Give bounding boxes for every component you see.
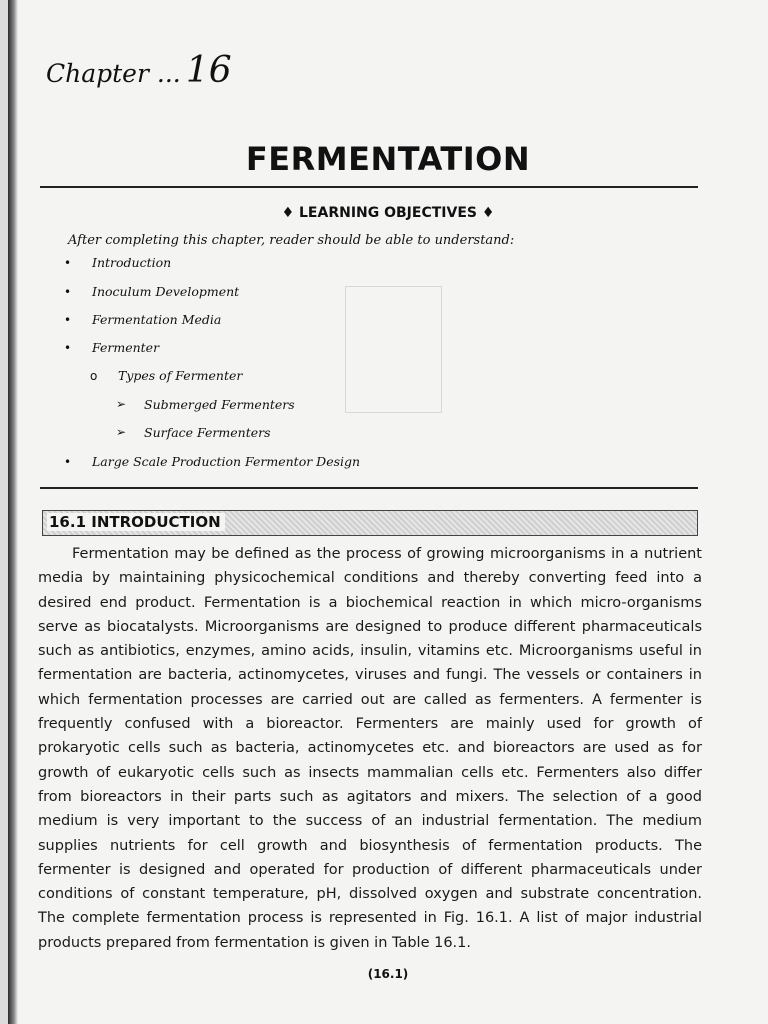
list-arrow-bullet: ➢ xyxy=(116,425,127,439)
chapter-number: 16 xyxy=(185,50,232,91)
page-title: FERMENTATION xyxy=(245,140,531,178)
book-page xyxy=(8,0,768,1024)
objective-surface: Surface Fermenters xyxy=(144,425,271,440)
objective-large-scale: Large Scale Production Fermentor Design xyxy=(92,454,361,469)
chapter-label xyxy=(46,50,232,91)
objective-introduction: Introduction xyxy=(92,255,172,270)
list-bullet: • xyxy=(64,313,72,327)
list-bullet: • xyxy=(64,285,72,299)
learning-objectives-heading: ♦ LEARNING OBJECTIVES ♦ xyxy=(281,205,495,221)
introduction-paragraph: Fermentation may be defined as the process of growing microorganisms in a nutrient media by maintaining physicochemical conditions and thereby converting feed into a desired end product. Fermentation is a biochemical reaction in which micro-organisms serve as biocatalysts. Microorganisms are designed to produce different pharmaceuticals such as antibiotics, enzymes, amino acids, insulin, vitamins etc. Microorganisms useful in fermentation are bacteria, actinomycetes, viruses and fungi. The vessels or containers in which fermentation processes are carried out are called as fermenters. A fermenter is frequently confused with a bioreactor. Fermenters are mainly used for growth of prokaryotic cells such as bacteria, actinomycetes etc. and bioreactors are used as for growth of eukaryotic cells such as insects mammalian cells etc. Fermenters also differ from bioreactors in their parts such as agitators and mixers. The selection of a good medium is very important to the success of an industrial fermentation. The medium supplies nutrients for cell growth and biosynthesis of fermentation products. The fermenter is designed and operated for production of different pharmaceuticals under conditions of constant temperature, pH, dissolved oxygen and substrate concentration. The complete fermentation process is represented in Fig. 16.1. A list of major industrial products prepared from fermentation is given in Table 16.1. xyxy=(38,546,702,951)
list-arrow-bullet: ➢ xyxy=(116,397,127,411)
objective-inoculum: Inoculum Development xyxy=(92,284,240,299)
page-number: (16.1) xyxy=(367,967,409,981)
objective-media: Fermentation Media xyxy=(92,312,222,327)
title-divider xyxy=(40,186,698,188)
list-bullet: • xyxy=(64,341,72,355)
section-heading: 16.1 INTRODUCTION xyxy=(47,513,225,531)
chapter-word: Chapter ... xyxy=(46,59,181,88)
learning-objectives-intro: After completing this chapter, reader should be able to understand: xyxy=(68,233,515,248)
objective-fermenter: Fermenter xyxy=(92,340,160,355)
objectives-divider xyxy=(40,487,698,489)
list-circle-bullet: o xyxy=(90,369,98,383)
list-bullet: • xyxy=(64,455,72,469)
bleed-through-figure xyxy=(345,286,442,413)
section-heading-bar xyxy=(42,510,698,536)
objective-submerged: Submerged Fermenters xyxy=(144,397,295,412)
list-bullet: • xyxy=(64,256,72,270)
objective-types: Types of Fermenter xyxy=(118,368,243,383)
